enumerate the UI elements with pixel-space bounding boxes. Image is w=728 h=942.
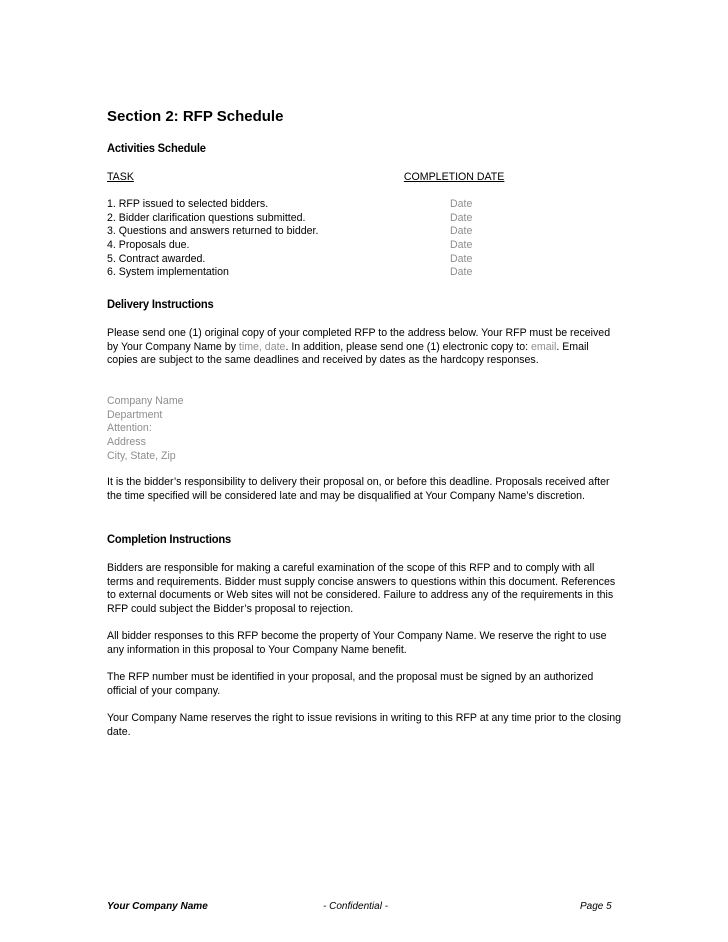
mailing-address bbox=[107, 395, 184, 464]
task-date: Date bbox=[450, 252, 473, 265]
task-row bbox=[107, 225, 507, 239]
delivery-deadline-paragraph: It is the bidder’s responsibility to delivery their proposal on, or before this deadline. Proposals received after the time specified will be considered late and may be disqualified at Your Company Name’s discretion. bbox=[107, 476, 610, 502]
task-label: 5. Contract awarded. bbox=[107, 252, 206, 265]
activities-heading: Activities Schedule bbox=[107, 141, 206, 155]
delivery-heading: Delivery Instructions bbox=[107, 297, 214, 311]
task-date: Date bbox=[450, 211, 473, 224]
task-date: Date bbox=[450, 225, 473, 238]
address-line: Company Name bbox=[107, 395, 184, 407]
completion-date-column-header: COMPLETION DATE bbox=[403, 171, 505, 183]
task-column-header: TASK bbox=[107, 171, 134, 183]
task-date: Date bbox=[450, 198, 473, 210]
time-date-placeholder: time, date bbox=[238, 340, 286, 353]
task-table-header bbox=[107, 171, 521, 185]
completion-paragraph-1: Bidders are responsible for making a careful examination of the scope of this RFP and to comply with all terms and requirements. Bidder must supply concise answers to questions within this document. References to external documents or Web sites will not be considered. Failure to address any of the requirements in this RFP could subject the Bidder’s proposal to rejection. bbox=[107, 562, 616, 616]
task-label: 1. RFP issued to selected bidders. bbox=[107, 198, 269, 210]
task-label: 2. Bidder clarification questions submitted. bbox=[107, 211, 306, 224]
footer-company: Your Company Name bbox=[107, 901, 208, 912]
task-row bbox=[107, 253, 507, 267]
completion-paragraph-2: All bidder responses to this RFP become the property of Your Company Name. We reserve the right to use any information in this proposal to Your Company Name benefit. bbox=[107, 630, 607, 656]
task-row bbox=[107, 266, 507, 280]
task-row bbox=[107, 198, 507, 212]
task-list bbox=[107, 198, 507, 280]
delivery-paragraph: Please send one (1) original copy of your completed RFP to the address below. Your RFP must be received by Your Company Name by time, date. In addition, please send one (1) electronic copy to: email. Email copies are subject to the same deadlines and received by dates as the hardcopy responses. bbox=[107, 327, 611, 367]
completion-heading: Completion Instructions bbox=[107, 532, 232, 546]
completion-paragraph-3: The RFP number must be identified in your proposal, and the proposal must be signed by an authorized official of your company. bbox=[107, 671, 594, 697]
task-date: Date bbox=[450, 266, 473, 279]
task-date: Date bbox=[450, 239, 473, 252]
address-line: Attention: bbox=[107, 422, 152, 435]
task-label: 4. Proposals due. bbox=[107, 239, 190, 252]
task-label: 6. System implementation bbox=[107, 266, 229, 279]
address-line: City, State, Zip bbox=[107, 449, 176, 462]
email-placeholder: email bbox=[531, 340, 557, 353]
footer-confidential: - Confidential - bbox=[323, 901, 389, 912]
task-row bbox=[107, 212, 507, 226]
completion-paragraph-4: Your Company Name reserves the right to issue revisions in writing to this RFP at any time prior to the closing date. bbox=[107, 712, 622, 738]
address-line: Department bbox=[107, 408, 163, 421]
section-title: Section 2: RFP Schedule bbox=[107, 108, 284, 125]
footer-page-number: Page 5 bbox=[580, 901, 612, 912]
task-row bbox=[107, 239, 507, 253]
task-label: 3. Questions and answers returned to bidder. bbox=[107, 225, 319, 238]
address-line: Address bbox=[107, 436, 146, 449]
